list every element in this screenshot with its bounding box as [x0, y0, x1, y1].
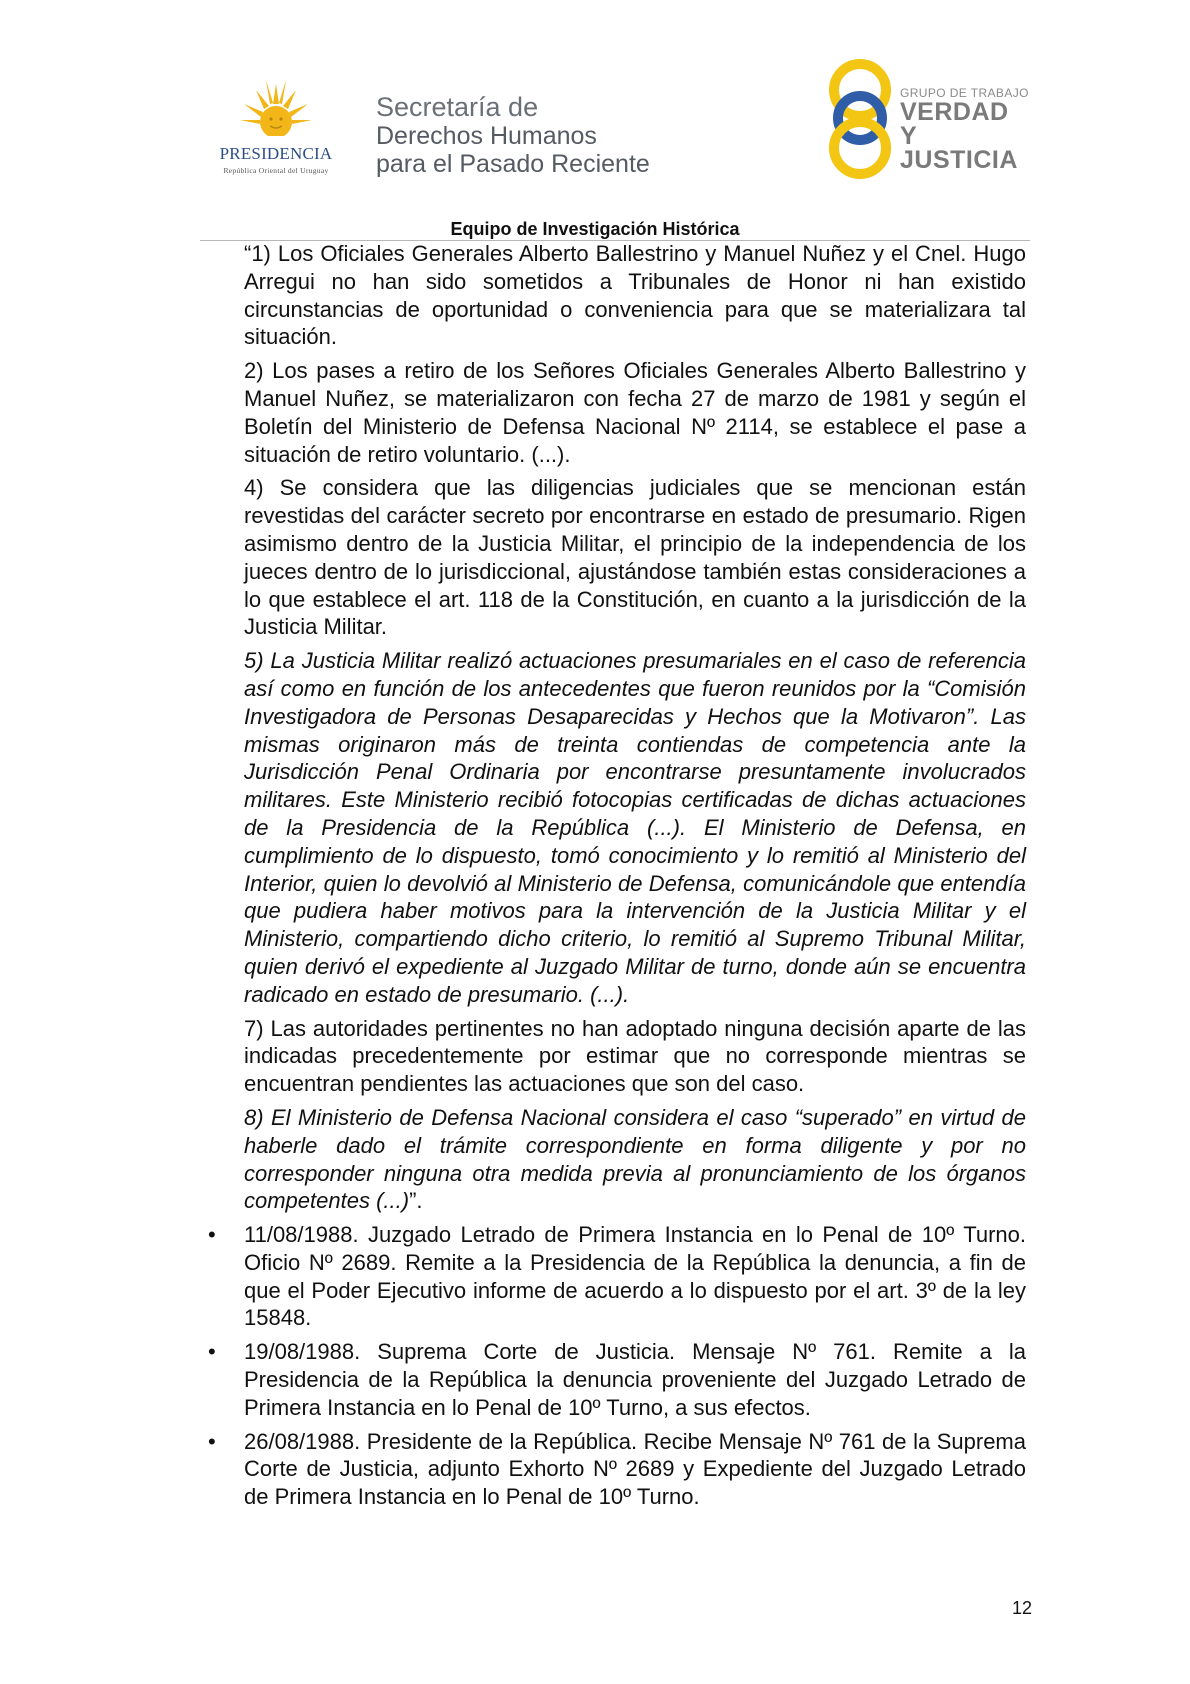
secretaria-line-2: Derechos Humanos: [376, 122, 597, 150]
justicia-label: JUSTICIA: [900, 146, 1018, 174]
page-number: 12: [1011, 1598, 1032, 1618]
list-item: [208, 1338, 1026, 1421]
quote-paragraph-8: [244, 1104, 1026, 1215]
secretaria-logo-text: [376, 92, 650, 178]
verdad-justicia-logo: [822, 56, 1032, 186]
quote-paragraph-7: 7) Las autoridades pertinentes no han adoptado ninguna decisión aparte de las indicadas precedentemente por estimar que no corresponde mientras se encuentran pendientes las actuaciones que son del caso.: [244, 1015, 1026, 1097]
page-header: [0, 0, 1190, 240]
grupo-de-trabajo-label: GRUPO DE TRABAJO: [900, 86, 1029, 100]
quote-paragraph-1: “1) Los Oficiales Generales Alberto Ballestrino y Manuel Nuñez y el Cnel. Hugo Arregui no han sido sometidos a Tribunales de Honor ni han existido circunstancias de oportunidad o conveniencia para que se materializara tal situación.: [244, 241, 1026, 350]
verdad-y-label: VERDAD Y: [900, 98, 1009, 150]
list-item: [208, 1428, 1026, 1511]
presidencia-subtitle: República Oriental del Uruguay: [223, 166, 329, 175]
quoted-response: [244, 240, 1026, 1215]
quote-paragraph-8-text: 8) El Ministerio de Defensa Nacional considera el caso “superado” en virtud de haberle dado el trámite correspondiente en forma diligente y por no corresponder ninguna otra medida previa al pronunciamiento de los órganos competentes (...): [244, 1104, 1026, 1214]
quote-closing-mark: ”.: [409, 1188, 423, 1214]
sun-emblem-icon: [236, 78, 316, 140]
chronology-list: [208, 1221, 1026, 1511]
document-body: [208, 240, 1026, 1517]
secretaria-line-1: Secretaría de: [376, 92, 539, 122]
list-item-text: 19/08/1988. Suprema Corte de Justicia. Mensaje Nº 761. Remite a la Presidencia de la República la denuncia proveniente del Juzgado Letrado de Primera Instancia en lo Penal de 10º Turno, a sus efectos.: [244, 1339, 1026, 1420]
bullet-icon: •: [208, 1428, 216, 1454]
secretaria-line-3: para el Pasado Reciente: [376, 150, 650, 178]
quote-paragraph-2: 2) Los pases a retiro de los Señores Oficiales Generales Alberto Ballestrino y Manuel Nuñez, se materializaron con fecha 27 de marzo de 1981 y según el Boletín del Ministerio de Defensa Nacional Nº 2114, se establece el pase a situación de retiro voluntario. (...).: [244, 358, 1026, 467]
quote-paragraph-5: 5) La Justicia Militar realizó actuaciones presumariales en el caso de referencia así como en función de los antecedentes que fueron reunidos por la “Comisión Investigadora de Personas Desaparecidas y Hechos que la Motivaron”. Las mismas originaron más de treinta contiendas de competencia ante la Jurisdicción Penal Ordinaria por encontrarse presuntamente involucrados militares. Este Ministerio recibió fotocopias certificadas de dichas actuaciones de la Presidencia de la República (...). El Ministerio de Defensa, en cumplimiento de lo dispuesto, tomó conocimiento y lo remitió al Ministerio del Interior, quien lo devolvió al Ministerio de Defensa, comunicándole que entendía que pudiera haber motivos para la intervención de la Justicia Militar y el Ministerio, compartiendo dicho criterio, lo remitió al Supremo Tribunal Militar, quien derivó el expediente al Juzgado Militar de turno, donde aún se encuentra radicado en estado de presumario. (...).: [244, 648, 1026, 1007]
list-item-text: 26/08/1988. Presidente de la República. Recibe Mensaje Nº 761 de la Suprema Corte de Justicia, adjunto Exhorto Nº 2689 y Expediente del Juzgado Letrado de Primera Instancia en lo Penal de 10º Turno.: [244, 1428, 1026, 1510]
quote-paragraph-4: 4) Se considera que las diligencias judiciales que se mencionan están revestidas del carácter secreto por encontrarse en estado de presumario. Rigen asimismo dentro de la Justicia Militar, el principio de la independencia de los jueces dentro de lo jurisdiccional, ajustándose también estas consideraciones a lo que establece el art. 118 de la Constitución, en cuanto a la jurisdicción de la Justicia Militar.: [244, 475, 1026, 640]
unit-title: Equipo de Investigación Histórica: [450, 219, 740, 239]
list-item: [208, 1221, 1026, 1332]
presidencia-logo: [196, 78, 356, 180]
bullet-icon: •: [208, 1222, 216, 1248]
presidencia-name: PRESIDENCIA: [219, 144, 333, 163]
interlocked-rings-icon: [822, 56, 902, 186]
list-item-text: 11/08/1988. Juzgado Letrado de Primera Instancia en lo Penal de 10º Turno. Oficio Nº 2689. Remite a la Presidencia de la República la denuncia, a fin de que el Poder Ejecutivo informe de acuerdo a lo dispuesto por el art. 3º de la ley 15848.: [244, 1222, 1026, 1331]
bullet-icon: •: [208, 1339, 216, 1365]
